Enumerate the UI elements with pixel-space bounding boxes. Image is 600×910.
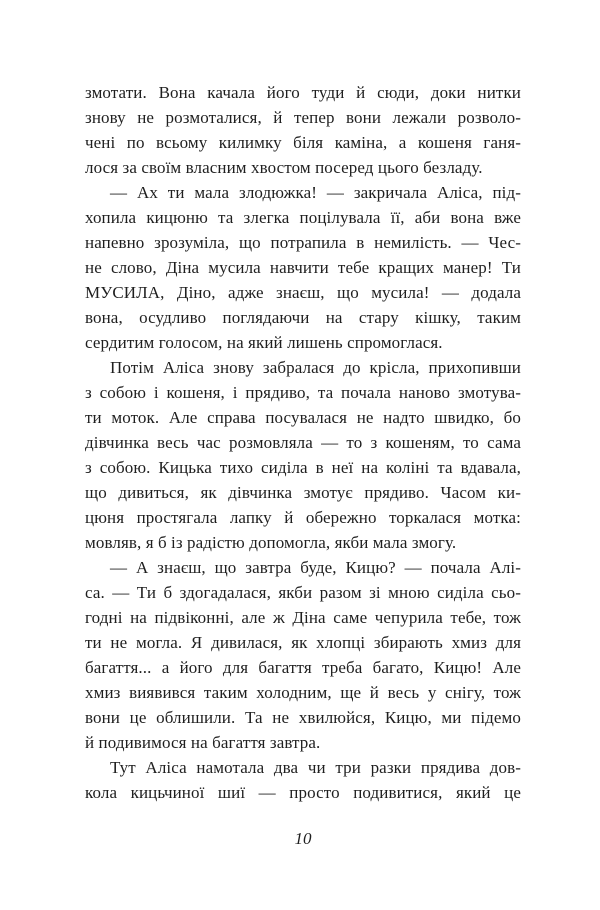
text-line: ти не могла. Я дивилася, як хлопці збирають хмиз для — [85, 633, 521, 652]
text-line: са. — Ти б здогадалася, якби разом зі мною сиділа сьо- — [85, 583, 521, 602]
text-line: кола кицьчиної шиї — просто подивитися, який це — [85, 783, 521, 802]
text-line: — А знаєш, що завтра буде, Кицю? — почала Алі- — [110, 558, 521, 577]
text-line: Тут Аліса намотала два чи три разки прядива дов- — [110, 758, 521, 777]
text-line: з собою. Кицька тихо сиділа в неї на коліні та вдавала, — [85, 458, 521, 477]
text-line: цюня простягала лапку й обережно торкалася мотка: — [85, 508, 521, 527]
text-line: вона, осудливо поглядаючи на стару кішку, таким — [85, 308, 521, 327]
text-line: лося за своїм власним хвостом посеред цього безладу. — [85, 158, 483, 177]
page-text — [85, 80, 521, 805]
text-line: не слово, Діна мусила навчити тебе кращих манер! Ти — [85, 258, 521, 277]
text-line: й подивимося на багаття завтра. — [85, 733, 321, 752]
paragraph — [85, 180, 521, 355]
text-line: багаття... а його для багаття треба багато, Кицю! Але — [85, 658, 521, 677]
text-line: мовляв, я б із радістю допомогла, якби мала змогу. — [85, 533, 457, 552]
text-line: напевно зрозуміла, що потрапила в немилість. — Чес- — [85, 233, 521, 252]
text-line: що дивиться, як дівчинка змотує прядиво. Часом ки- — [85, 483, 521, 502]
text-line: знову не розмоталися, й тепер вони лежали розволо- — [85, 108, 521, 127]
text-line: дівчинка весь час розмовляла — то з кошеням, то сама — [85, 433, 521, 452]
text-line: хопила кицюню та злегка поцілувала її, аби вона вже — [85, 208, 521, 227]
text-line: змотати. Вона качала його туди й сюди, доки нитки — [85, 83, 521, 102]
text-line: МУСИЛА, Діно, адже знаєш, що мусила! — додала — [85, 283, 521, 302]
text-line: — Ах ти мала злодюжка! — закричала Аліса, під- — [110, 183, 521, 202]
paragraph — [85, 80, 521, 180]
page-number: 10 — [294, 829, 312, 848]
text-line: хмиз виявився таким холодним, ще й весь у снігу, тож — [85, 683, 521, 702]
paragraph — [85, 755, 521, 805]
paragraph — [85, 555, 521, 755]
text-line: годні на підвіконні, але ж Діна саме чепурила тебе, тож — [85, 608, 521, 627]
text-line: чені по всьому килимку біля каміна, а кошеня ганя- — [85, 133, 521, 152]
text-line: вони це облишили. Та не хвилюйся, Кицю, ми підемо — [85, 708, 521, 727]
text-line: ти моток. Але справа посувалася не надто швидко, бо — [85, 408, 521, 427]
text-line: з собою і кошеня, і прядиво, та почала наново змотува- — [85, 383, 521, 402]
text-line: Потім Аліса знову забралася до крісла, прихопивши — [110, 358, 521, 377]
text-line: сердитим голосом, на який лишень спромоглася. — [85, 333, 443, 352]
paragraph — [85, 355, 521, 555]
